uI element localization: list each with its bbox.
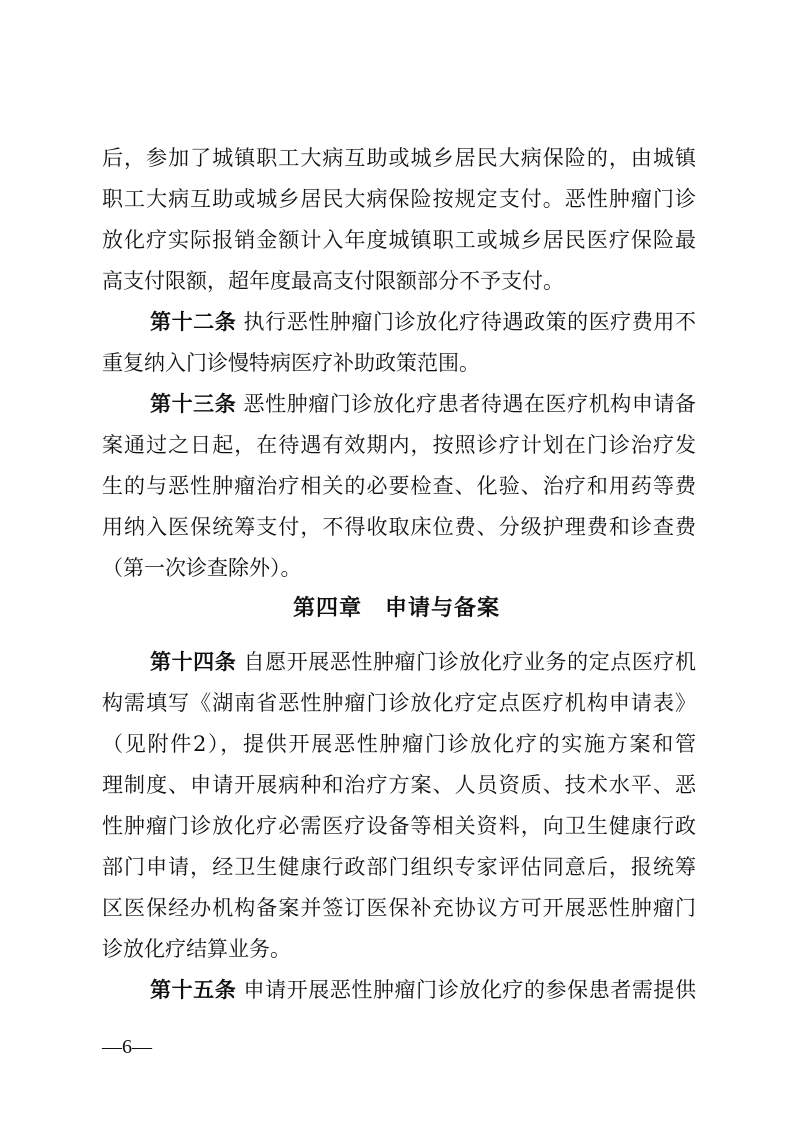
text-line: 放化疗实际报销金额计入年度城镇职工或城乡居民医疗保险最 [102, 228, 696, 252]
article-14-line: 第十四条 自愿开展恶性肿瘤门诊放化疗业务的定点医疗机 [150, 650, 696, 674]
article-15-heading: 第十五条 [150, 978, 237, 1002]
text-line: （见附件2），提供开展恶性肿瘤门诊放化疗的实施方案和管 [102, 732, 696, 756]
article-15-line: 第十五条 申请开展恶性肿瘤门诊放化疗的参保患者需提供 [150, 978, 696, 1002]
text-line: 后，参加了城镇职工大病互助或城乡居民大病保险的，由城镇 [102, 146, 696, 170]
article-13-heading: 第十三条 [150, 392, 237, 416]
text-line: 诊放化疗结算业务。 [102, 937, 291, 961]
text-line: 重复纳入门诊慢特病医疗补助政策范围。 [102, 351, 480, 375]
article-14-heading: 第十四条 [150, 650, 237, 674]
article-12-heading: 第十二条 [150, 310, 237, 334]
text-line: 性肿瘤门诊放化疗必需医疗设备等相关资料，向卫生健康行政 [102, 814, 696, 838]
text-line: 理制度、申请开展病种和治疗方案、人员资质、技术水平、恶 [102, 773, 696, 797]
article-12-line: 第十二条 执行恶性肿瘤门诊放化疗待遇政策的医疗费用不 [150, 310, 696, 334]
text-line: 高支付限额，超年度最高支付限额部分不予支付。 [102, 269, 564, 293]
text-line: 职工大病互助或城乡居民大病保险按规定支付。恶性肿瘤门诊 [102, 187, 696, 211]
page-number: —6— [102, 1036, 152, 1058]
article-13-line: 第十三条 恶性肿瘤门诊放化疗患者待遇在医疗机构申请备 [150, 392, 696, 416]
text-line: （第一次诊查除外）。 [102, 556, 302, 580]
text-line: 生的与恶性肿瘤治疗相关的必要检查、化验、治疗和用药等费 [102, 474, 696, 498]
text-line: 构需填写《湖南省恶性肿瘤门诊放化疗定点医疗机构申请表》 [102, 691, 696, 715]
text-line: 区医保经办机构备案并签订医保补充协议方可开展恶性肿瘤门 [102, 896, 696, 920]
text-line: 案通过之日起，在待遇有效期内，按照诊疗计划在门诊治疗发 [102, 433, 696, 457]
text-line: 部门申请，经卫生健康行政部门组织专家评估同意后，报统筹 [102, 855, 696, 879]
text-line: 用纳入医保统筹支付，不得收取床位费、分级护理费和诊查费 [102, 515, 696, 539]
chapter-title: 第四章 申请与备案 [292, 596, 500, 621]
